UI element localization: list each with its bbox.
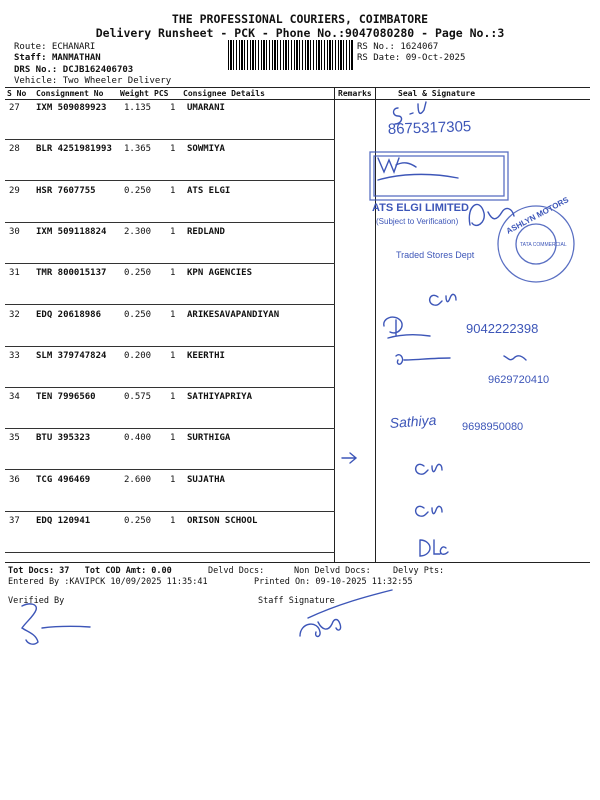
- row-consignment: IXM 509089923: [36, 103, 107, 113]
- row33-phone: 9629720410: [488, 374, 550, 386]
- row-sno: 37: [9, 516, 20, 526]
- ats-stamp-line1: ATS ELGI LIMITED: [372, 202, 469, 214]
- col-sno: S No: [7, 89, 27, 98]
- staff-line: [14, 53, 101, 63]
- staff-value: MANMATHAN: [51, 53, 101, 63]
- row-consignee: ORISON SCHOOL: [187, 516, 258, 526]
- table-row: [0, 310, 600, 353]
- row-weight: 0.250: [124, 309, 152, 320]
- verified-by-label: Verified By: [8, 596, 65, 606]
- row-pcs: 1: [170, 516, 176, 526]
- staff-signature-label: Staff Signature: [258, 596, 335, 606]
- ats-stamp-line2: (Subject to Verification): [376, 217, 459, 226]
- barcode: [228, 40, 353, 70]
- company-title: THE PROFESSIONAL COURIERS, COIMBATORE: [171, 12, 429, 26]
- verified-by-signature: [22, 604, 90, 644]
- row-consignment: TCG 496469: [36, 474, 91, 485]
- row34-name: Sathiya: [389, 411, 437, 431]
- table-top-border: [5, 87, 590, 88]
- table-row: [0, 516, 600, 559]
- row27-phone: 8675317305: [387, 118, 472, 138]
- row-sno: 28: [9, 144, 20, 155]
- row-weight: 2.300: [124, 226, 152, 237]
- row-separator: [5, 180, 335, 181]
- table-row: [0, 351, 600, 394]
- row-sno: 29: [9, 185, 20, 196]
- row-consignee: SOWMIYA: [187, 144, 225, 155]
- printed-on: Printed On: 09-10-2025 11:32:55: [254, 577, 413, 587]
- row-consignee: SATHIYAPRIYA: [187, 392, 253, 403]
- row-pcs: 1: [170, 226, 176, 237]
- drs-label: DRS No.:: [14, 65, 58, 75]
- staff-label: Staff:: [14, 53, 47, 63]
- row-weight: 0.575: [124, 392, 152, 403]
- non-delvd-docs: Non Delvd Docs:: [294, 566, 371, 576]
- row-separator: [5, 304, 335, 305]
- row-separator: [5, 552, 335, 553]
- row-consignee: UMARANI: [187, 103, 225, 113]
- table-row: [0, 227, 600, 270]
- row34-phone: 9698950080: [462, 421, 524, 433]
- row-pcs: 1: [170, 350, 176, 361]
- row-weight: 0.250: [124, 185, 152, 196]
- motors-stamp-center: TATA COMMERCIAL: [520, 242, 567, 248]
- col-seal: Seal & Signature: [398, 89, 476, 98]
- table-row: [0, 103, 600, 146]
- table-header-border: [5, 99, 590, 100]
- table-row: [0, 433, 600, 476]
- row-separator: [5, 469, 335, 470]
- row-separator: [5, 222, 335, 223]
- row-weight: 0.400: [124, 433, 152, 444]
- row-consignment: HSR 7607755: [36, 185, 96, 196]
- row-pcs: 1: [170, 185, 176, 196]
- row-sno: 33: [9, 350, 20, 361]
- row-consignment: EDQ 20618986: [36, 309, 102, 320]
- ats-stamp-line3: Traded Stores Dept: [396, 250, 475, 260]
- row-pcs: 1: [170, 309, 176, 320]
- table-row: [0, 392, 600, 435]
- row-sno: 27: [9, 103, 20, 113]
- tot-docs: Tot Docs: 37: [8, 566, 70, 576]
- drs-value: DCJB162406703: [62, 65, 134, 75]
- row-consignment: TMR 800015137: [36, 268, 107, 279]
- entered-by: Entered By :KAVIPCK 10/09/2025 11:35:41: [8, 577, 208, 587]
- row-consignee: ARIKESAVAPANDIYAN: [187, 309, 280, 320]
- row-sno: 30: [9, 226, 20, 237]
- row-sno: 31: [9, 268, 20, 279]
- row-consignee: REDLAND: [187, 226, 225, 237]
- row-consignee: SUJATHA: [187, 474, 225, 485]
- row-consignee: KEERTHI: [187, 350, 225, 361]
- runsheet-subtitle: Delivery Runsheet - PCK - Phone No.:9047080280 - Page No.:3: [95, 26, 505, 40]
- delvy-pts: Delvy Pts:: [393, 566, 445, 576]
- col-consignment: Consignment No: [36, 89, 104, 98]
- table-row: [0, 144, 600, 187]
- row-pcs: 1: [170, 103, 176, 113]
- row-separator: [5, 428, 335, 429]
- row-consignment: BLR 4251981993: [36, 144, 112, 155]
- row-pcs: 1: [170, 268, 176, 279]
- table-row: [0, 186, 600, 229]
- row-pcs: 1: [170, 474, 176, 485]
- col-pcs: PCS: [154, 89, 169, 98]
- motors-stamp-ring: ASHLYN MOTORS: [504, 195, 571, 236]
- delvd-docs: Delvd Docs:: [208, 566, 265, 576]
- rs-date: RS Date: 09-Oct-2025: [357, 53, 466, 63]
- row-separator: [5, 139, 335, 140]
- row-consignee: ATS ELGI: [187, 185, 231, 196]
- row-weight: 1.365: [124, 144, 152, 155]
- row-sno: 36: [9, 474, 20, 485]
- footer-totals: [8, 566, 172, 576]
- row-weight: 2.600: [124, 474, 152, 485]
- row-consignment: IXM 509118824: [36, 226, 107, 237]
- row-separator: [5, 387, 335, 388]
- table-row: [0, 475, 600, 518]
- col-weight: Weight: [120, 89, 149, 98]
- row-consignment: BTU 395323: [36, 433, 91, 444]
- row-weight: 0.250: [124, 516, 152, 526]
- drs-line: [14, 65, 133, 75]
- row-consignee: SURTHIGA: [187, 433, 231, 444]
- col-remarks: Remarks: [338, 89, 372, 98]
- row32-phone: 9042222398: [466, 321, 539, 336]
- row-separator: [5, 346, 335, 347]
- tot-cod: Tot COD Amt: 0.00: [84, 566, 172, 576]
- row-pcs: 1: [170, 433, 176, 444]
- row-sno: 32: [9, 309, 20, 320]
- row-weight: 0.250: [124, 268, 152, 279]
- row-consignment: TEN 7996560: [36, 392, 96, 403]
- row-separator: [5, 511, 335, 512]
- table-row: [0, 268, 600, 311]
- col-consignee: Consignee Details: [183, 89, 265, 98]
- row-sno: 34: [9, 392, 20, 403]
- row-weight: 1.135: [124, 103, 152, 113]
- rs-number: RS No.: 1624067: [357, 42, 439, 52]
- row-sno: 35: [9, 433, 20, 444]
- row-consignment: EDQ 120941: [36, 516, 91, 526]
- row-weight: 0.200: [124, 350, 152, 361]
- row-separator: [5, 263, 335, 264]
- table-bottom-border: [5, 562, 590, 563]
- row-consignment: SLM 379747824: [36, 350, 107, 361]
- row-pcs: 1: [170, 144, 176, 155]
- route-label: Route: ECHANARI: [14, 42, 96, 52]
- row-pcs: 1: [170, 392, 176, 403]
- row-consignee: KPN AGENCIES: [187, 268, 253, 279]
- vehicle-label: Vehicle: Two Wheeler Delivery: [14, 76, 172, 86]
